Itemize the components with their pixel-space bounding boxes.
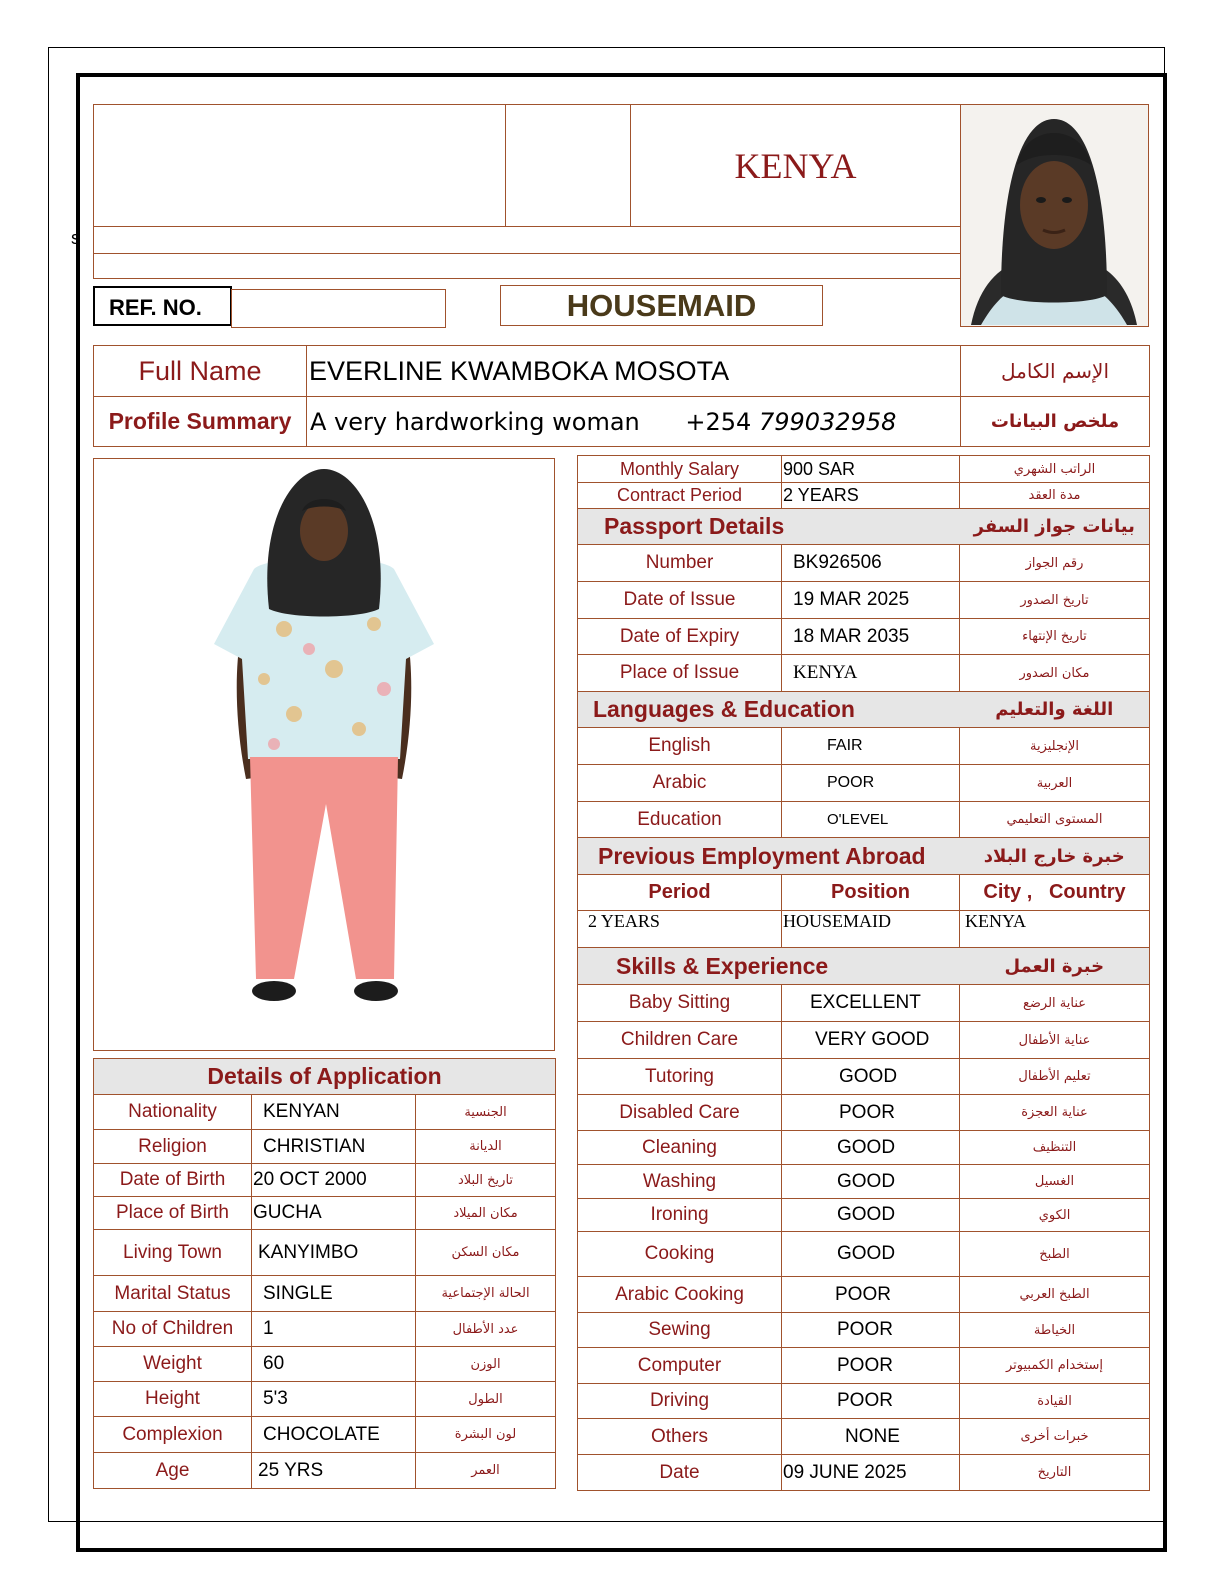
- skill-value: POOR: [782, 1095, 960, 1131]
- header-box-left: [93, 104, 506, 227]
- application-ar: عدد الأطفال: [416, 1312, 556, 1347]
- summary-cell: [307, 397, 961, 447]
- skill-value: EXCELLENT: [782, 985, 960, 1022]
- application-value: 60: [252, 1347, 416, 1382]
- portrait-photo: [960, 104, 1149, 327]
- passport-value: KENYA: [782, 655, 960, 692]
- skill-ar: الكوي: [960, 1199, 1150, 1232]
- application-ar: مكان السكن: [416, 1230, 556, 1276]
- passport-title-ar: بيانات جواز السفر: [960, 509, 1150, 545]
- passport-ar: رقم الجواز: [960, 545, 1150, 582]
- application-value: 25 YRS: [252, 1453, 416, 1489]
- application-label: Marital Status: [94, 1276, 252, 1312]
- employment-period: 2 YEARS: [578, 911, 782, 948]
- employment-country: KENYA: [960, 911, 1150, 948]
- application-label: Complexion: [94, 1417, 252, 1453]
- table-row: [578, 985, 1150, 1022]
- skill-value: GOOD: [782, 1165, 960, 1199]
- phone-number: 799032958: [758, 407, 897, 436]
- skill-ar: تعليم الأطفال: [960, 1059, 1150, 1095]
- full-name-value: EVERLINE KWAMBOKA MOSOTA: [307, 346, 961, 397]
- application-ar: تاريخ البلاد: [416, 1164, 556, 1197]
- table-row: [578, 483, 1150, 509]
- skills-table: [577, 947, 1150, 1491]
- application-table: [93, 1058, 556, 1489]
- skill-label: Cleaning: [578, 1131, 782, 1165]
- skill-label: Children Care: [578, 1022, 782, 1059]
- full-body-photo-image: [94, 459, 554, 1049]
- skill-label: Washing: [578, 1165, 782, 1199]
- table-row: [578, 582, 1150, 619]
- employment-header-row: [578, 875, 1150, 911]
- skill-value: POOR: [782, 1277, 960, 1313]
- header-box-mid: [505, 104, 631, 227]
- skill-ar: عناية العجزة: [960, 1095, 1150, 1131]
- table-row: [94, 1312, 556, 1347]
- skill-value: GOOD: [782, 1232, 960, 1277]
- skill-ar: التاريخ: [960, 1455, 1150, 1491]
- job-title: HOUSEMAID: [566, 288, 757, 323]
- passport-label: Date of Issue: [578, 582, 782, 619]
- skill-label: Ironing: [578, 1199, 782, 1232]
- table-row: [578, 911, 1150, 948]
- skill-ar: خبرات أخرى: [960, 1419, 1150, 1455]
- passport-label: Date of Expiry: [578, 619, 782, 655]
- table-row: [578, 1199, 1150, 1232]
- skills-title: Skills & Experience: [578, 948, 960, 985]
- table-row: [578, 1277, 1150, 1313]
- full-name-ar: الإسم الكامل: [961, 346, 1150, 397]
- employment-title: Previous Employment Abroad: [578, 838, 960, 875]
- skill-value: POOR: [782, 1313, 960, 1348]
- skill-label: Cooking: [578, 1232, 782, 1277]
- skill-value: POOR: [782, 1384, 960, 1419]
- full-body-photo: [93, 458, 555, 1051]
- application-ar: العمر: [416, 1453, 556, 1489]
- table-row: [578, 728, 1150, 765]
- table-row: [578, 1059, 1150, 1095]
- passport-value: 19 MAR 2025: [782, 582, 960, 619]
- header-strip-1: [93, 226, 961, 254]
- skill-ar: القيادة: [960, 1384, 1150, 1419]
- passport-label: Number: [578, 545, 782, 582]
- language-label: Education: [578, 802, 782, 838]
- languages-title-ar: اللغة والتعليم: [960, 692, 1150, 728]
- passport-label: Place of Issue: [578, 655, 782, 692]
- profile-table: [93, 345, 1150, 447]
- language-value: FAIR: [782, 728, 960, 765]
- skill-label: Arabic Cooking: [578, 1277, 782, 1313]
- skill-label: Date: [578, 1455, 782, 1491]
- skill-ar: إستخدام الكمبيوتر: [960, 1348, 1150, 1384]
- skill-label: Tutoring: [578, 1059, 782, 1095]
- employment-col-position: Position: [782, 875, 960, 911]
- passport-ar: مكان الصدور: [960, 655, 1150, 692]
- application-value: KANYIMBO: [252, 1230, 416, 1276]
- phone-prefix: +254: [685, 407, 752, 436]
- skill-ar: الغسيل: [960, 1165, 1150, 1199]
- table-row: [578, 1455, 1150, 1491]
- country-box: [630, 104, 961, 227]
- summary-ar: ملخص البيانات: [961, 397, 1150, 447]
- application-label: Weight: [94, 1347, 252, 1382]
- header-strip-2: [93, 253, 961, 279]
- application-label: Place of Birth: [94, 1197, 252, 1230]
- skill-ar: عناية الرضع: [960, 985, 1150, 1022]
- country-title: KENYA: [734, 146, 857, 186]
- employment-col-period: Period: [578, 875, 782, 911]
- table-row: [94, 1095, 556, 1130]
- contract-value: 900 SAR: [782, 456, 960, 483]
- skill-value: 09 JUNE 2025: [782, 1455, 960, 1491]
- employment-col-city: City , Country: [960, 875, 1150, 911]
- skill-ar: عناية الأطفال: [960, 1022, 1150, 1059]
- application-value: GUCHA: [252, 1197, 416, 1230]
- application-ar: لون البشرة: [416, 1417, 556, 1453]
- stray-mark: s: [71, 228, 80, 248]
- employment-position: HOUSEMAID: [782, 911, 960, 948]
- skill-value: GOOD: [782, 1131, 960, 1165]
- table-row: [578, 456, 1150, 483]
- application-ar: الديانة: [416, 1130, 556, 1164]
- skill-ar: التنظيف: [960, 1131, 1150, 1165]
- table-row: [578, 1022, 1150, 1059]
- table-row: [578, 1313, 1150, 1348]
- application-ar: الوزن: [416, 1347, 556, 1382]
- application-ar: الطول: [416, 1382, 556, 1417]
- table-row: [578, 802, 1150, 838]
- skill-ar: الخياطة: [960, 1313, 1150, 1348]
- summary-text: A very hardworking woman: [310, 407, 640, 436]
- ref-label: REF. NO.: [109, 295, 202, 320]
- application-value: SINGLE: [252, 1276, 416, 1312]
- table-row: [578, 1131, 1150, 1165]
- language-value: POOR: [782, 765, 960, 802]
- table-row: [94, 1164, 556, 1197]
- contract-ar: مدة العقد: [960, 483, 1150, 509]
- table-row: [94, 1197, 556, 1230]
- skill-label: Others: [578, 1419, 782, 1455]
- contract-label: Contract Period: [578, 483, 782, 509]
- skill-ar: الطبخ العربي: [960, 1277, 1150, 1313]
- passport-title: Passport Details: [578, 509, 960, 545]
- table-row: [578, 619, 1150, 655]
- application-title: Details of Application: [94, 1059, 556, 1095]
- skill-ar: الطبخ: [960, 1232, 1150, 1277]
- table-row: [94, 1382, 556, 1417]
- application-label: Nationality: [94, 1095, 252, 1130]
- table-row: [94, 1276, 556, 1312]
- application-value: KENYAN: [252, 1095, 416, 1130]
- language-value: O'LEVEL: [782, 802, 960, 838]
- application-ar: مكان الميلاد: [416, 1197, 556, 1230]
- skills-title-ar: خبرة العمل: [960, 948, 1150, 985]
- table-row: [578, 655, 1150, 692]
- application-ar: الحالة الإجتماعية: [416, 1276, 556, 1312]
- summary-label: Profile Summary: [94, 397, 307, 447]
- language-ar: العربية: [960, 765, 1150, 802]
- application-label: Date of Birth: [94, 1164, 252, 1197]
- table-row: [578, 1165, 1150, 1199]
- portrait-photo-image: [961, 105, 1147, 325]
- language-ar: المستوى التعليمي: [960, 802, 1150, 838]
- skill-label: Driving: [578, 1384, 782, 1419]
- application-value: CHOCOLATE: [252, 1417, 416, 1453]
- table-row: [578, 1384, 1150, 1419]
- passport-value: 18 MAR 2035: [782, 619, 960, 655]
- table-row: [94, 1417, 556, 1453]
- skill-value: VERY GOOD: [782, 1022, 960, 1059]
- application-value: CHRISTIAN: [252, 1130, 416, 1164]
- table-row: [578, 765, 1150, 802]
- application-label: Living Town: [94, 1230, 252, 1276]
- passport-value: BK926506: [782, 545, 960, 582]
- application-label: Height: [94, 1382, 252, 1417]
- application-value: 5'3: [252, 1382, 416, 1417]
- application-label: No of Children: [94, 1312, 252, 1347]
- contract-ar: الراتب الشهري: [960, 456, 1150, 483]
- contract-value: 2 YEARS: [782, 483, 960, 509]
- application-label: Age: [94, 1453, 252, 1489]
- table-row: [578, 1095, 1150, 1131]
- language-label: English: [578, 728, 782, 765]
- full-name-label: Full Name: [94, 346, 307, 397]
- skill-label: Sewing: [578, 1313, 782, 1348]
- languages-title: Languages & Education: [578, 692, 960, 728]
- skill-label: Disabled Care: [578, 1095, 782, 1131]
- application-ar: الجنسية: [416, 1095, 556, 1130]
- skill-label: Baby Sitting: [578, 985, 782, 1022]
- table-row: [578, 545, 1150, 582]
- application-value: 20 OCT 2000: [252, 1164, 416, 1197]
- table-row: [578, 1419, 1150, 1455]
- table-row: [578, 1232, 1150, 1277]
- job-title-box: [500, 285, 823, 326]
- skill-value: GOOD: [782, 1199, 960, 1232]
- table-row: [94, 1347, 556, 1382]
- passport-ar: تاريخ الإنتهاء: [960, 619, 1150, 655]
- application-label: Religion: [94, 1130, 252, 1164]
- application-value: 1: [252, 1312, 416, 1347]
- employment-title-ar: خبرة خارج البلاد: [960, 838, 1150, 875]
- skill-label: Computer: [578, 1348, 782, 1384]
- skill-value: NONE: [782, 1419, 960, 1455]
- ref-label-box: [93, 286, 232, 326]
- ref-value-box: [231, 289, 446, 328]
- contract-label: Monthly Salary: [578, 456, 782, 483]
- language-label: Arabic: [578, 765, 782, 802]
- language-ar: الإنجليزية: [960, 728, 1150, 765]
- skill-value: GOOD: [782, 1059, 960, 1095]
- table-row: [94, 1230, 556, 1276]
- details-table: [577, 455, 1150, 948]
- table-row: [578, 1348, 1150, 1384]
- passport-ar: تاريخ الصدور: [960, 582, 1150, 619]
- table-row: [94, 1453, 556, 1489]
- table-row: [94, 1130, 556, 1164]
- skill-value: POOR: [782, 1348, 960, 1384]
